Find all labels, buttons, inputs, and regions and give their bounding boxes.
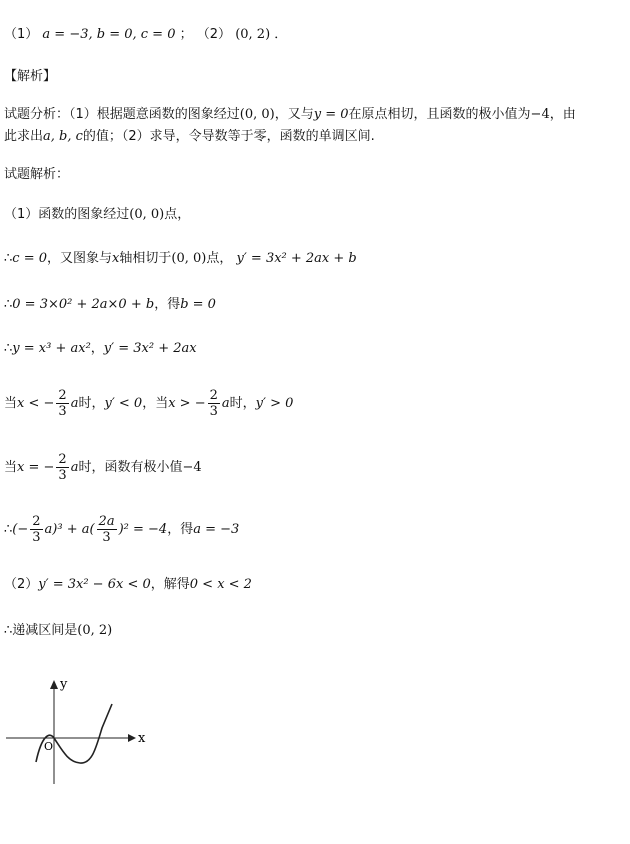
x-axis-arrow <box>128 734 136 742</box>
step-1: （1）函数的图象经过(0, 0)点， <box>4 207 191 222</box>
fraction: $\frac{2}{3}$ <box>58 388 67 419</box>
step-4: ∴y = x³ + ax²，y′ = 3x² + 2ax <box>4 341 197 356</box>
function-graph <box>0 672 160 792</box>
answer-part2-label: （2） <box>196 27 232 42</box>
fraction: $\frac{2}{3}$ <box>58 452 67 483</box>
step-5: 当x < − $\frac{2}{3}$ a时，y′ < 0，当x > − $\frac{2}{3}$ a时，y′ > 0 <box>4 388 294 419</box>
fraction: $\frac{2a}{3}$ <box>98 514 115 545</box>
analysis-line-2: 此求出a, b, c的值；（2）求导，令导数等于零，函数的单调区间. <box>4 129 375 144</box>
step-7: ∴(− $\frac{2}{3}$ a)³ + a( $\frac{2a}{3}$ )² = −4，得a = −3 <box>4 514 240 545</box>
answer-part1-label: （1） <box>4 27 39 42</box>
origin-label: O <box>44 740 54 753</box>
answer-line <box>4 26 287 44</box>
solution-label: 试题解析： <box>4 167 70 182</box>
fraction: $\frac{2}{3}$ <box>32 514 41 545</box>
function-curve <box>36 704 112 763</box>
x-axis-label: x <box>138 731 146 746</box>
step-9: ∴递减区间是(0, 2) <box>4 623 113 638</box>
step-3: ∴0 = 3×0² + 2a×0 + b，得b = 0 <box>4 297 216 312</box>
answer-part2-math: (0, 2) <box>235 27 271 42</box>
analysis-line-1: 试题分析：（1）根据题意函数的图象经过(0, 0)，又与y = 0在原点相切，且函数的极小值为−4，由 <box>4 107 576 122</box>
answer-separator: ； <box>179 27 193 42</box>
analysis-heading: 【解析】 <box>4 69 57 84</box>
step-8: （2）y′ = 3x² − 6x < 0，解得0 < x < 2 <box>4 577 252 592</box>
step-6: 当x = − $\frac{2}{3}$ a时，函数有极小值−4 <box>4 452 202 483</box>
answer-part1-math: a = −3, b = 0, c = 0 <box>42 27 176 42</box>
y-axis-arrow <box>50 680 58 689</box>
fraction: $\frac{2}{3}$ <box>209 388 218 419</box>
y-axis-label: y <box>60 677 68 692</box>
answer-end: ． <box>274 27 288 42</box>
step-2: ∴c = 0，又图象与x轴相切于(0, 0)点， y′ = 3x² + 2ax + b <box>4 251 357 266</box>
